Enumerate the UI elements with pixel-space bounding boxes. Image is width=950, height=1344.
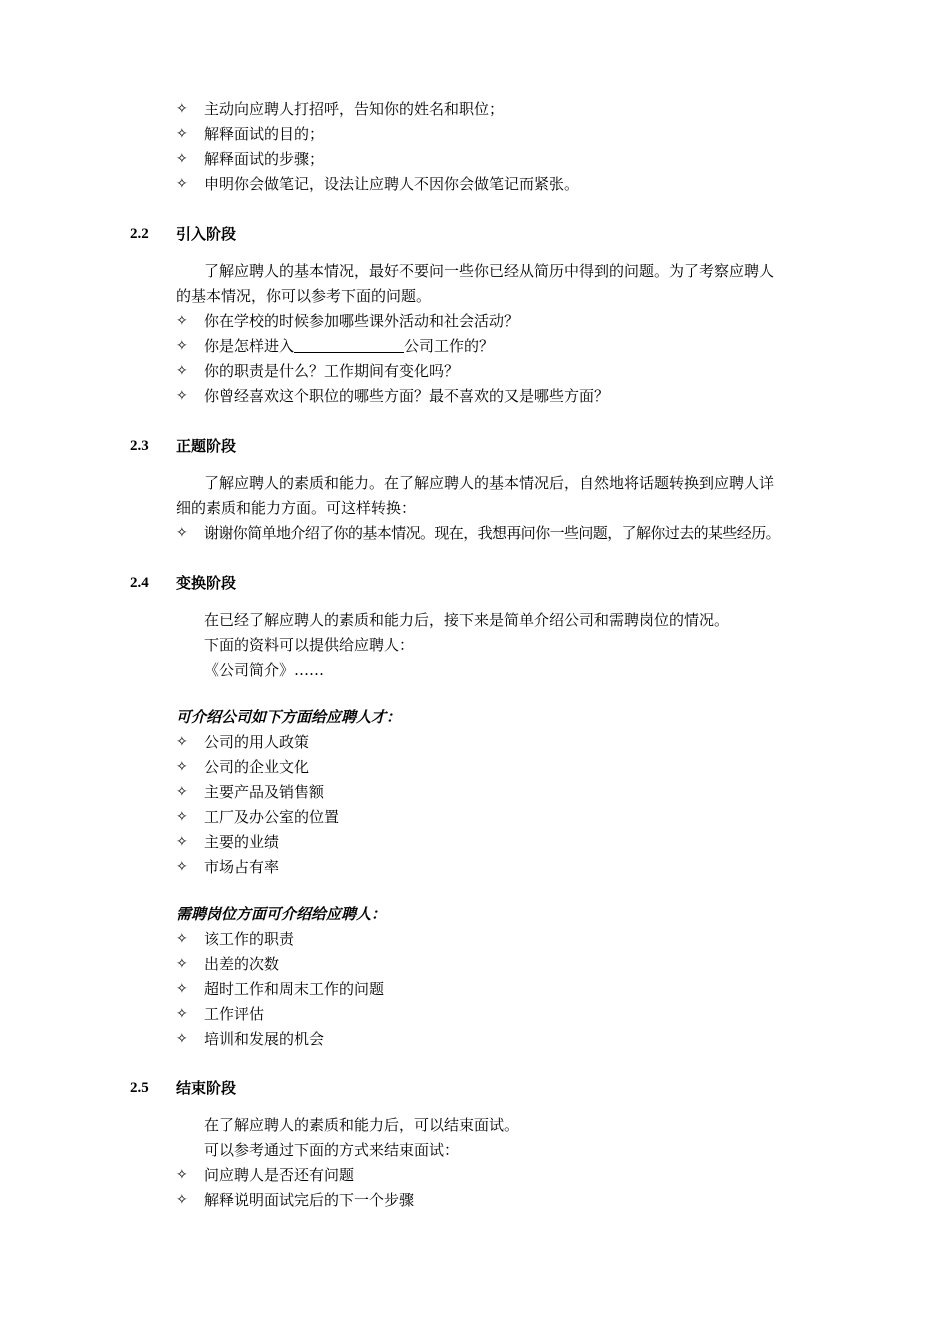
bullet-icon: ✧ <box>176 859 188 875</box>
list-item: ✧ 你的职责是什么？工作期间有变化吗？ <box>0 359 950 384</box>
list-item: ✧ 公司的用人政策 <box>0 730 950 755</box>
paragraph-line: 在了解应聘人的素质和能力后，可以结束面试。 <box>204 1116 520 1134</box>
list-item: ✧ 解释面试的步骤； <box>0 147 950 172</box>
section-title: 变换阶段 <box>176 574 237 592</box>
list-item: ✧ 出差的次数 <box>0 952 950 977</box>
section-number: 2.4 <box>130 575 149 591</box>
list-item: ✧ 你曾经喜欢这个职位的哪些方面？最不喜欢的又是哪些方面？ <box>0 384 950 409</box>
bullet-icon: ✧ <box>176 1192 188 1208</box>
paragraph-line: 在已经了解应聘人的素质和能力后，接下来是简单介绍公司和需聘岗位的情况。 <box>204 611 730 629</box>
list-item: ✧ 主要产品及销售额 <box>0 780 950 805</box>
list-item: ✧ 超时工作和周末工作的问题 <box>0 977 950 1002</box>
bullet-icon: ✧ <box>176 176 188 192</box>
bullet-icon: ✧ <box>176 956 188 972</box>
list-item: ✧ 申明你会做笔记，设法让应聘人不因你会做笔记而紧张。 <box>0 172 950 197</box>
paragraph-line: 细的素质和能力方面。可这样转换： <box>176 499 417 517</box>
list-item: ✧ 问应聘人是否还有问题 <box>0 1163 950 1188</box>
section-title: 引入阶段 <box>176 225 237 243</box>
bullet-icon: ✧ <box>176 363 188 379</box>
section-heading-2-3 <box>0 434 950 459</box>
paragraph-line: 《公司简介》…… <box>204 661 325 679</box>
bullet-icon: ✧ <box>176 151 188 167</box>
bullet-icon: ✧ <box>176 126 188 142</box>
paragraph-line: 了解应聘人的基本情况，最好不要问一些你已经从简历中得到的问题。为了考察应聘人 <box>204 262 775 280</box>
bullet-icon: ✧ <box>176 834 188 850</box>
list-item: ✧ 培训和发展的机会 <box>0 1027 950 1052</box>
bullet-icon: ✧ <box>176 759 188 775</box>
bullet-icon: ✧ <box>176 338 188 354</box>
bullet-icon: ✧ <box>176 525 188 541</box>
list-item: ✧ 你是怎样进入 公司工作的？ <box>0 334 950 359</box>
paragraph-line: 了解应聘人的素质和能力。在了解应聘人的基本情况后，自然地将话题转换到应聘人详 <box>204 474 775 492</box>
section-title: 结束阶段 <box>176 1079 237 1097</box>
section-heading-2-5 <box>0 1076 950 1101</box>
fill-in-blank <box>294 336 404 353</box>
list-item: ✧ 市场占有率 <box>0 855 950 880</box>
section-number: 2.3 <box>130 438 149 454</box>
list-item: ✧ 公司的企业文化 <box>0 755 950 780</box>
paragraph-line: 的基本情况，你可以参考下面的问题。 <box>176 287 432 305</box>
paragraph-line: 可以参考通过下面的方式来结束面试： <box>204 1141 460 1159</box>
bullet-icon: ✧ <box>176 1167 188 1183</box>
bullet-icon: ✧ <box>176 981 188 997</box>
list-item: ✧ 工厂及办公室的位置 <box>0 805 950 830</box>
section-heading-2-2 <box>0 222 950 247</box>
bullet-icon: ✧ <box>176 734 188 750</box>
bullet-icon: ✧ <box>176 1006 188 1022</box>
list-item: ✧ 解释面试的目的； <box>0 122 950 147</box>
bullet-icon: ✧ <box>176 809 188 825</box>
section-number: 2.5 <box>130 1080 149 1096</box>
bullet-icon: ✧ <box>176 313 188 329</box>
section-heading-2-4 <box>0 571 950 596</box>
list-item: ✧ 解释说明面试完后的下一个步骤 <box>0 1188 950 1213</box>
section-number: 2.2 <box>130 226 149 242</box>
list-item: ✧ 主动向应聘人打招呼，告知你的姓名和职位； <box>0 97 950 122</box>
subheading-company: 可介绍公司如下方面给应聘人才： <box>176 708 402 726</box>
bullet-icon: ✧ <box>176 1031 188 1047</box>
list-item: ✧ 该工作的职责 <box>0 927 950 952</box>
list-item: ✧ 工作评估 <box>0 1002 950 1027</box>
subheading-job: 需聘岗位方面可介绍给应聘人： <box>176 905 387 923</box>
list-item: ✧ 你在学校的时候参加哪些课外活动和社会活动？ <box>0 309 950 334</box>
bullet-icon: ✧ <box>176 388 188 404</box>
bullet-icon: ✧ <box>176 784 188 800</box>
bullet-icon: ✧ <box>176 931 188 947</box>
section-title: 正题阶段 <box>176 437 237 455</box>
bullet-icon: ✧ <box>176 101 188 117</box>
list-item: ✧ 谢谢你简单地介绍了你的基本情况。现在，我想再问你一些问题，了解你过去的某些经历。 <box>0 521 950 546</box>
paragraph-line: 下面的资料可以提供给应聘人： <box>204 636 415 654</box>
list-item: ✧ 主要的业绩 <box>0 830 950 855</box>
